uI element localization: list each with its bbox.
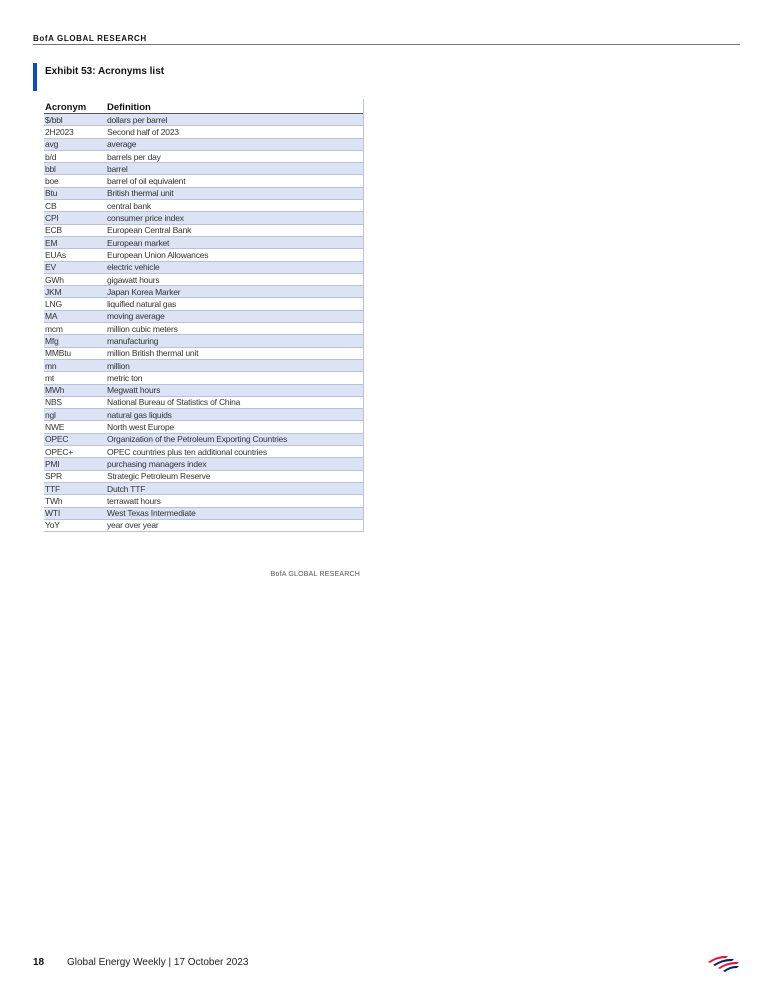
definition-cell: terrawatt hours xyxy=(107,495,161,506)
acronym-cell: ECB xyxy=(45,225,62,236)
table-row xyxy=(44,520,363,532)
acronym-cell: CPI xyxy=(45,213,59,224)
acronyms-table xyxy=(44,99,364,532)
definition-cell: North west Europe xyxy=(107,422,174,433)
acronym-cell: OPEC+ xyxy=(45,446,74,457)
acronym-cell: SPR xyxy=(45,471,62,482)
table-header xyxy=(44,99,363,114)
table-row xyxy=(44,286,363,298)
exhibit-title: Exhibit 53: Acronyms list xyxy=(45,66,165,77)
page-number: 18 xyxy=(33,957,45,968)
table-row xyxy=(44,249,363,261)
acronym-cell: EUAs xyxy=(45,249,66,260)
definition-cell: natural gas liquids xyxy=(107,409,172,420)
definition-cell: European Central Bank xyxy=(107,225,192,236)
definition-cell: dollars per barrel xyxy=(107,114,168,125)
table-row xyxy=(44,323,363,335)
acronym-cell: WTI xyxy=(45,508,60,519)
acronym-cell: MMBtu xyxy=(45,348,71,359)
acronym-cell: ngl xyxy=(45,409,56,420)
acronym-cell: PMI xyxy=(45,458,60,469)
definition-cell: barrel xyxy=(107,163,128,174)
column-header-definition: Definition xyxy=(107,102,151,113)
acronym-cell: TWh xyxy=(45,495,63,506)
definition-cell: electric vehicle xyxy=(107,262,160,273)
definition-cell: British thermal unit xyxy=(107,188,174,199)
definition-cell: National Bureau of Statistics of China xyxy=(107,397,241,408)
definition-cell: barrels per day xyxy=(107,151,161,162)
acronym-cell: $/bbl xyxy=(45,114,63,125)
acronym-cell: EV xyxy=(45,262,56,273)
table-row xyxy=(44,495,363,507)
definition-cell: European market xyxy=(107,237,170,248)
definition-cell: Organization of the Petroleum Exporting Countries xyxy=(107,434,288,445)
table-row xyxy=(44,188,363,200)
acronym-cell: Btu xyxy=(45,188,58,199)
definition-cell: Megwatt hours xyxy=(107,385,161,396)
acronym-cell: YoY xyxy=(45,520,60,531)
acronym-cell: LNG xyxy=(45,299,62,310)
acronym-cell: boe xyxy=(45,176,59,187)
acronym-cell: OPEC xyxy=(45,434,69,445)
table-row xyxy=(44,360,363,372)
table-row xyxy=(44,200,363,212)
definition-cell: metric ton xyxy=(107,372,143,383)
definition-cell: moving average xyxy=(107,311,165,322)
table-row xyxy=(44,508,363,520)
table-row xyxy=(44,446,363,458)
definition-cell: OPEC countries plus ten additional countries xyxy=(107,446,267,457)
acronym-cell: bbl xyxy=(45,163,56,174)
table-row xyxy=(44,409,363,421)
header-divider xyxy=(33,44,740,45)
publication-line: Global Energy Weekly | 17 October 2023 xyxy=(67,957,249,968)
table-row xyxy=(44,434,363,446)
acronym-cell: MWh xyxy=(45,385,65,396)
table-row xyxy=(44,151,363,163)
definition-cell: million xyxy=(107,360,130,371)
definition-cell: gigawatt hours xyxy=(107,274,160,285)
table-row xyxy=(44,372,363,384)
definition-cell: barrel of oil equivalent xyxy=(107,176,186,187)
bofa-flag-icon xyxy=(706,952,740,972)
table-row xyxy=(44,298,363,310)
acronym-cell: mcm xyxy=(45,323,63,334)
definition-cell: Dutch TTF xyxy=(107,483,146,494)
header-brand: BofA GLOBAL RESEARCH xyxy=(33,34,147,43)
table-row xyxy=(44,471,363,483)
table-row xyxy=(44,225,363,237)
acronym-cell: avg xyxy=(45,139,59,150)
acronym-cell: MA xyxy=(45,311,58,322)
definition-cell: West Texas Intermediate xyxy=(107,508,196,519)
definition-cell: million British thermal unit xyxy=(107,348,199,359)
table-row xyxy=(44,421,363,433)
acronym-cell: b/d xyxy=(45,151,57,162)
acronym-cell: NBS xyxy=(45,397,62,408)
definition-cell: purchasing managers index xyxy=(107,458,207,469)
acronym-cell: mt xyxy=(45,372,55,383)
definition-cell: Japan Korea Marker xyxy=(107,286,181,297)
acronym-cell: GWh xyxy=(45,274,64,285)
acronym-cell: NWE xyxy=(45,422,65,433)
acronym-cell: mn xyxy=(45,360,57,371)
source-note: BofA GLOBAL RESEARCH xyxy=(270,571,360,578)
table-row xyxy=(44,163,363,175)
table-row xyxy=(44,126,363,138)
definition-cell: Second half of 2023 xyxy=(107,126,179,137)
column-header-acronym: Acronym xyxy=(45,102,87,113)
table-body xyxy=(44,114,363,532)
table-row xyxy=(44,175,363,187)
table-row xyxy=(44,262,363,274)
table-row xyxy=(44,348,363,360)
table-row xyxy=(44,274,363,286)
table-row xyxy=(44,237,363,249)
definition-cell: Strategic Petroleum Reserve xyxy=(107,471,211,482)
table-row xyxy=(44,385,363,397)
definition-cell: consumer price index xyxy=(107,213,184,224)
table-row xyxy=(44,483,363,495)
table-row xyxy=(44,212,363,224)
definition-cell: European Union Allowances xyxy=(107,249,209,260)
definition-cell: liquified natural gas xyxy=(107,299,177,310)
table-row xyxy=(44,114,363,126)
table-row xyxy=(44,335,363,347)
acronym-cell: Mfg xyxy=(45,335,59,346)
table-row xyxy=(44,397,363,409)
definition-cell: million cubic meters xyxy=(107,323,178,334)
definition-cell: manufacturing xyxy=(107,335,159,346)
table-row xyxy=(44,139,363,151)
exhibit-accent-bar xyxy=(33,63,37,91)
definition-cell: average xyxy=(107,139,137,150)
table-row xyxy=(44,458,363,470)
acronym-cell: EM xyxy=(45,237,58,248)
definition-cell: central bank xyxy=(107,200,151,211)
acronym-cell: JKM xyxy=(45,286,62,297)
acronym-cell: CB xyxy=(45,200,57,211)
acronym-cell: TTF xyxy=(45,483,60,494)
acronym-cell: 2H2023 xyxy=(45,126,74,137)
definition-cell: year over year xyxy=(107,520,159,531)
table-row xyxy=(44,311,363,323)
